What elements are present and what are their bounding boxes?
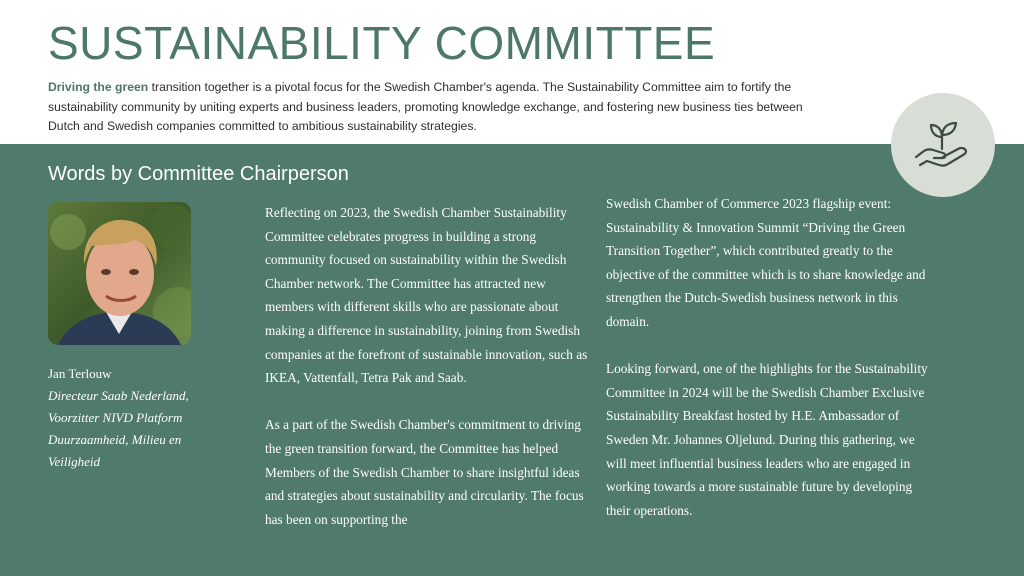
- header-area: [0, 0, 1024, 144]
- text-column-left: [265, 201, 595, 555]
- paragraph: Swedish Chamber of Commerce 2023 flagship event: Sustainability & Innovation Summit “Driving the Green Transition Together”, which contributed greatly to the objective of the committee which is to share knowledge and strengthen the Dutch-Swedish business network in this domain.: [606, 196, 926, 329]
- icon-badge: [891, 93, 995, 197]
- chairperson-caption: [48, 363, 218, 473]
- paragraph: Reflecting on 2023, the Swedish Chamber Sustainability Committee celebrates progress in building a strong community focused on sustainability within the Swedish Chamber network. The Committee has attracted new members with different skills who are passionate about making a difference in sustainability, joining from Swedish companies at the forefront of sustainable innovation, such as IKEA, Vattenfall, Tetra Pak and Saab.: [265, 205, 588, 386]
- paragraph: Looking forward, one of the highlights for the Sustainability Committee in 2024 will be the Swedish Chamber Exclusive Sustainability Breakfast hosted by H.E. Ambassador of Sweden Mr. Johannes Oljelund. During this gathering, we will meet influential business leaders who are engaged in working towards a more sustainable future by developing their operations.: [606, 361, 928, 518]
- section-title: Words by Committee Chairperson: [48, 163, 349, 185]
- paragraph: As a part of the Swedish Chamber's commitment to driving the green transition forward, the Committee has helped Members of the Swedish Chamber to share insightful ideas and strategies about sustainability and circularity. The focus has been on supporting the: [265, 417, 584, 527]
- text-column-right: [606, 192, 938, 546]
- intro-paragraph: [48, 78, 828, 137]
- chairperson-name: Jan Terlouw: [48, 366, 112, 381]
- chairperson-role: Directeur Saab Nederland, Voorzitter NIVD Platform Duurzaamheid, Milieu en Veiligheid: [48, 388, 189, 469]
- plant-in-hand-icon: [911, 113, 975, 177]
- chairperson-photo: [48, 202, 191, 345]
- intro-text: transition together is a pivotal focus for the Swedish Chamber's agenda. The Sustainability Committee aim to fortify the sustainability community by uniting experts and business leaders, promoting knowledge exchange, and fostering new business ties between Dutch and Swedish companies committed to ambitious sustainability strategies.: [48, 80, 803, 133]
- intro-highlight: Driving the green: [48, 80, 149, 94]
- page-title: SUSTAINABILITY COMMITTEE: [48, 17, 716, 69]
